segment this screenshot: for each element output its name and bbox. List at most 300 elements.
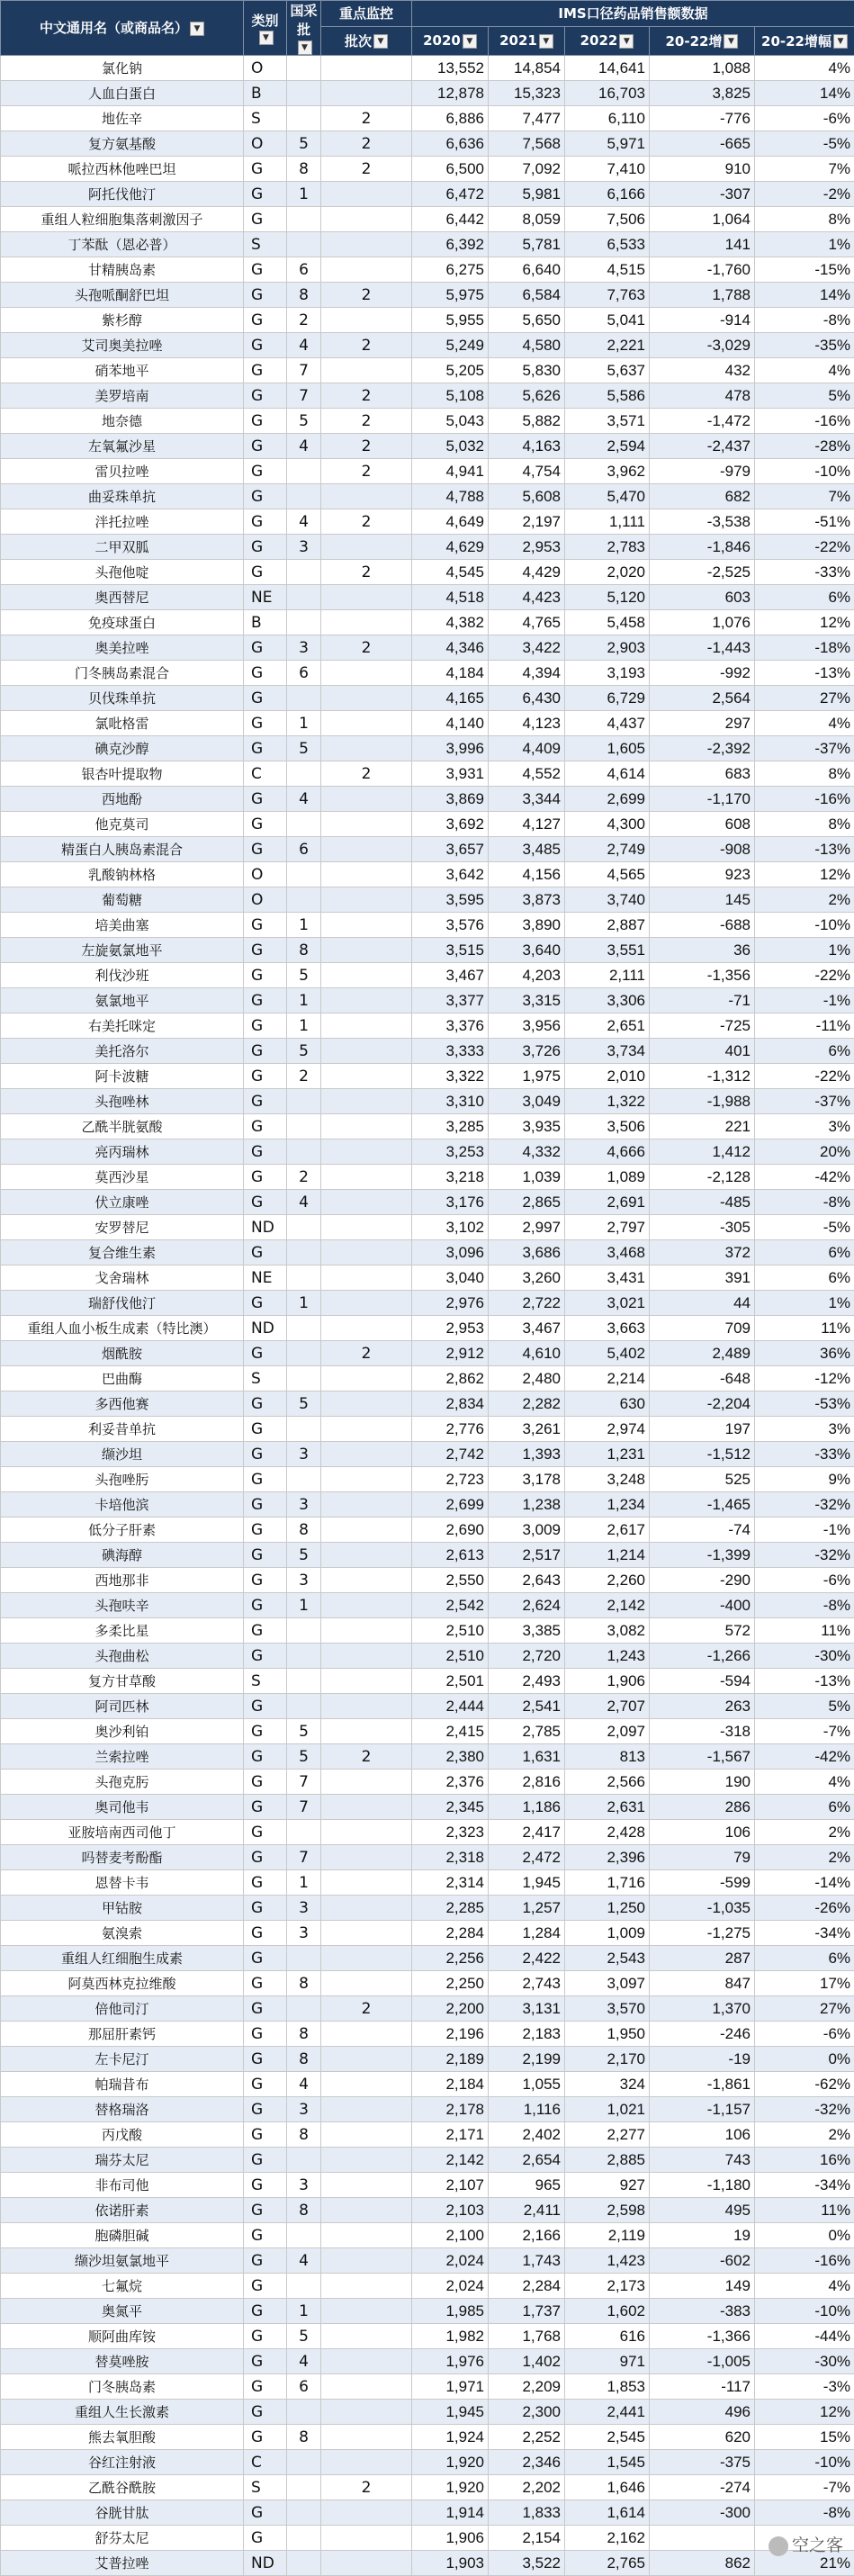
drug-name-cell[interactable]: 碘海醇 [1,1543,244,1568]
sales-2022-cell[interactable]: 4,437 [565,711,650,736]
monitor-batch-cell[interactable] [321,2526,412,2551]
increase-pct-cell[interactable]: 14% [755,81,854,106]
drug-name-cell[interactable]: 头孢他啶 [1,560,244,585]
increase-pct-cell[interactable]: -1% [755,988,854,1013]
drug-name-cell[interactable]: 非布司他 [1,2173,244,2198]
increase-cell[interactable]: -1,988 [650,1089,755,1114]
sales-2022-cell[interactable]: 971 [565,2349,650,2374]
increase-pct-cell[interactable]: -32% [755,1492,854,1518]
increase-cell[interactable]: 401 [650,1039,755,1064]
sales-2022-cell[interactable]: 3,551 [565,938,650,963]
vbp-batch-cell[interactable]: 2 [287,1064,321,1089]
vbp-batch-cell[interactable]: 8 [287,938,321,963]
vbp-batch-cell[interactable]: 8 [287,283,321,308]
class-cell[interactable]: G [244,1442,287,1467]
vbp-batch-cell[interactable] [287,484,321,509]
class-cell[interactable]: G [244,2198,287,2223]
vbp-batch-cell[interactable]: 3 [287,1442,321,1467]
vbp-batch-cell[interactable]: 3 [287,635,321,661]
increase-cell[interactable]: -648 [650,1366,755,1392]
increase-pct-cell[interactable]: 6% [755,1795,854,1820]
drug-name-cell[interactable]: 吗替麦考酚酯 [1,1845,244,1870]
drug-name-cell[interactable]: 银杏叶提取物 [1,761,244,787]
increase-pct-cell[interactable]: -32% [755,2097,854,2122]
increase-cell[interactable]: 19 [650,2223,755,2248]
sales-2021-cell[interactable]: 3,467 [489,1316,565,1341]
drug-name-cell[interactable]: 甘精胰岛素 [1,257,244,283]
sales-2021-cell[interactable]: 4,580 [489,333,565,358]
class-cell[interactable]: G [244,2223,287,2248]
increase-pct-cell[interactable]: 3% [755,1114,854,1139]
sales-2021-cell[interactable]: 3,935 [489,1114,565,1139]
sales-2020-cell[interactable]: 3,377 [412,988,489,1013]
sales-2022-cell[interactable]: 4,300 [565,812,650,837]
sales-2020-cell[interactable]: 2,510 [412,1618,489,1644]
sales-2021-cell[interactable]: 2,743 [489,1971,565,1996]
increase-pct-cell[interactable]: -16% [755,787,854,812]
sales-2021-cell[interactable]: 6,640 [489,257,565,283]
vbp-batch-cell[interactable] [287,1946,321,1971]
increase-cell[interactable]: -776 [650,106,755,131]
sales-2022-cell[interactable]: 2,173 [565,2274,650,2299]
monitor-batch-cell[interactable] [321,1694,412,1719]
sales-2021-cell[interactable]: 2,953 [489,535,565,560]
sales-2021-cell[interactable]: 4,156 [489,862,565,887]
monitor-batch-cell[interactable]: 2 [321,761,412,787]
sales-2020-cell[interactable]: 2,613 [412,1543,489,1568]
increase-pct-cell[interactable]: -10% [755,2299,854,2324]
class-cell[interactable]: G [244,635,287,661]
monitor-batch-cell[interactable] [321,1770,412,1795]
sales-2022-cell[interactable]: 1,646 [565,2475,650,2500]
class-cell[interactable]: G [244,938,287,963]
vbp-batch-cell[interactable]: 8 [287,157,321,182]
sales-2021-cell[interactable]: 2,209 [489,2374,565,2400]
sales-2020-cell[interactable]: 2,171 [412,2122,489,2148]
vbp-batch-cell[interactable] [287,1114,321,1139]
vbp-batch-cell[interactable] [287,1316,321,1341]
sales-2022-cell[interactable]: 2,111 [565,963,650,988]
vbp-batch-cell[interactable] [287,610,321,635]
sales-2020-cell[interactable]: 2,550 [412,1568,489,1593]
vbp-batch-cell[interactable]: 4 [287,333,321,358]
vbp-batch-cell[interactable]: 3 [287,1492,321,1518]
monitor-batch-cell[interactable] [321,2349,412,2374]
vbp-batch-cell[interactable]: 3 [287,1921,321,1946]
class-cell[interactable]: G [244,257,287,283]
increase-pct-cell[interactable]: 2% [755,2122,854,2148]
drug-name-cell[interactable]: 人血白蛋白 [1,81,244,106]
class-cell[interactable]: G [244,2047,287,2072]
sales-2022-cell[interactable]: 1,545 [565,2450,650,2475]
sales-2020-cell[interactable]: 6,472 [412,182,489,207]
vbp-batch-cell[interactable] [287,585,321,610]
vbp-batch-cell[interactable]: 7 [287,1845,321,1870]
sales-2020-cell[interactable]: 4,629 [412,535,489,560]
monitor-batch-cell[interactable]: 2 [321,1744,412,1770]
sales-2022-cell[interactable]: 2,699 [565,787,650,812]
sales-2022-cell[interactable]: 2,162 [565,2526,650,2551]
increase-cell[interactable]: -485 [650,1190,755,1215]
sales-2022-cell[interactable]: 1,089 [565,1165,650,1190]
sales-2021-cell[interactable]: 1,975 [489,1064,565,1089]
increase-cell[interactable]: 145 [650,887,755,913]
sales-2020-cell[interactable]: 1,903 [412,2551,489,2576]
sales-2020-cell[interactable]: 4,649 [412,509,489,535]
class-cell[interactable]: G [244,1921,287,1946]
sales-2021-cell[interactable]: 1,257 [489,1896,565,1921]
sales-2022-cell[interactable]: 3,306 [565,988,650,1013]
sales-2021-cell[interactable]: 3,178 [489,1467,565,1492]
sales-2021-cell[interactable]: 2,166 [489,2223,565,2248]
sales-2021-cell[interactable]: 1,768 [489,2324,565,2349]
class-cell[interactable]: G [244,1417,287,1442]
sales-2022-cell[interactable]: 2,783 [565,535,650,560]
increase-cell[interactable]: 620 [650,2425,755,2450]
increase-pct-cell[interactable]: -28% [755,434,854,459]
increase-cell[interactable]: 683 [650,761,755,787]
drug-name-cell[interactable]: 泮托拉唑 [1,509,244,535]
monitor-batch-cell[interactable] [321,1845,412,1870]
sales-2022-cell[interactable]: 16,703 [565,81,650,106]
increase-cell[interactable]: -1,312 [650,1064,755,1089]
class-cell[interactable]: G [244,1341,287,1366]
increase-pct-cell[interactable]: -13% [755,1669,854,1694]
increase-pct-cell[interactable]: -8% [755,1593,854,1618]
sales-2020-cell[interactable]: 4,941 [412,459,489,484]
vbp-batch-cell[interactable] [287,1139,321,1165]
sales-2022-cell[interactable]: 2,594 [565,434,650,459]
monitor-batch-cell[interactable] [321,1039,412,1064]
sales-2021-cell[interactable]: 2,417 [489,1820,565,1845]
sales-2022-cell[interactable]: 2,020 [565,560,650,585]
sales-2020-cell[interactable]: 4,518 [412,585,489,610]
monitor-batch-cell[interactable] [321,1820,412,1845]
sales-2022-cell[interactable]: 4,565 [565,862,650,887]
increase-cell[interactable]: 44 [650,1291,755,1316]
class-cell[interactable]: G [244,459,287,484]
sales-2022-cell[interactable]: 2,707 [565,1694,650,1719]
sales-2022-cell[interactable]: 6,533 [565,232,650,257]
drug-name-cell[interactable]: 右美托咪定 [1,1013,244,1039]
sales-2020-cell[interactable]: 2,142 [412,2148,489,2173]
increase-pct-cell[interactable]: -11% [755,1013,854,1039]
sales-2020-cell[interactable]: 2,542 [412,1593,489,1618]
class-cell[interactable]: G [244,1644,287,1669]
increase-cell[interactable]: -3,029 [650,333,755,358]
increase-cell[interactable]: 3,825 [650,81,755,106]
vbp-batch-cell[interactable]: 5 [287,1719,321,1744]
class-cell[interactable]: G [244,1165,287,1190]
sales-2022-cell[interactable]: 1,906 [565,1669,650,1694]
monitor-batch-cell[interactable] [321,661,412,686]
sales-2020-cell[interactable]: 3,096 [412,1240,489,1265]
class-cell[interactable]: G [244,333,287,358]
increase-header[interactable] [650,26,755,55]
vbp-batch-cell[interactable] [287,2450,321,2475]
monitor-batch-cell[interactable]: 2 [321,434,412,459]
monitor-batch-cell[interactable] [321,686,412,711]
vbp-batch-cell[interactable] [287,1644,321,1669]
sales-2022-cell[interactable]: 6,166 [565,182,650,207]
sales-2020-cell[interactable]: 6,886 [412,106,489,131]
sales-2022-cell[interactable]: 5,637 [565,358,650,383]
drug-name-cell[interactable]: 复方氨基酸 [1,131,244,157]
sales-2021-cell[interactable]: 2,202 [489,2475,565,2500]
increase-pct-cell[interactable]: 8% [755,812,854,837]
sales-2020-cell[interactable]: 3,322 [412,1064,489,1089]
sales-2022-cell[interactable]: 2,260 [565,1568,650,1593]
drug-name-cell[interactable]: 帕瑞昔布 [1,2072,244,2097]
sales-2020-cell[interactable]: 3,931 [412,761,489,787]
monitor-batch-cell[interactable] [321,812,412,837]
drug-name-cell[interactable]: 氨氯地平 [1,988,244,1013]
drug-name-cell[interactable]: 奥美拉唑 [1,635,244,661]
class-cell[interactable]: C [244,761,287,787]
class-cell[interactable]: G [244,913,287,938]
increase-cell[interactable]: -1,472 [650,409,755,434]
increase-cell[interactable]: 910 [650,157,755,182]
sales-2021-cell[interactable]: 5,608 [489,484,565,509]
sales-2020-cell[interactable]: 2,284 [412,1921,489,1946]
increase-cell[interactable]: -383 [650,2299,755,2324]
sales-2020-cell[interactable]: 12,878 [412,81,489,106]
sales-2021-cell[interactable]: 3,485 [489,837,565,862]
increase-pct-cell[interactable]: -12% [755,1366,854,1392]
class-cell[interactable]: G [244,484,287,509]
increase-pct-cell[interactable]: -14% [755,1870,854,1896]
sales-2021-cell[interactable]: 1,284 [489,1921,565,1946]
sales-2021-cell[interactable]: 4,123 [489,711,565,736]
sales-2020-cell[interactable]: 2,200 [412,1996,489,2022]
drug-name-cell[interactable]: 门冬胰岛素 [1,2374,244,2400]
sales-2020-cell[interactable]: 2,976 [412,1291,489,1316]
increase-pct-cell[interactable]: 6% [755,585,854,610]
increase-cell[interactable]: -1,567 [650,1744,755,1770]
sales-2022-cell[interactable]: 1,250 [565,1896,650,1921]
monitor-batch-cell[interactable] [321,2299,412,2324]
increase-cell[interactable]: 79 [650,1845,755,1870]
class-cell[interactable]: G [244,358,287,383]
class-cell[interactable]: G [244,1492,287,1518]
drug-name-cell[interactable]: 乙酰谷酰胺 [1,2475,244,2500]
sales-2021-cell[interactable]: 3,261 [489,1417,565,1442]
drug-name-cell[interactable]: 莫西沙星 [1,1165,244,1190]
increase-pct-cell[interactable]: -30% [755,2349,854,2374]
sales-2022-cell[interactable]: 2,749 [565,837,650,862]
increase-pct-cell[interactable]: 15% [755,2425,854,2450]
vbp-batch-cell[interactable] [287,1417,321,1442]
sales-2021-cell[interactable]: 4,163 [489,434,565,459]
monitor-batch-cell[interactable] [321,938,412,963]
vbp-batch-cell[interactable] [287,81,321,106]
class-cell[interactable]: O [244,887,287,913]
sales-2020-cell[interactable]: 2,444 [412,1694,489,1719]
sales-2022-cell[interactable]: 1,322 [565,1089,650,1114]
drug-name-cell[interactable]: 艾普拉唑 [1,2551,244,2576]
sales-2022-cell[interactable]: 3,248 [565,1467,650,1492]
increase-pct-cell[interactable]: 4% [755,711,854,736]
increase-pct-cell[interactable]: 27% [755,1996,854,2022]
vbp-batch-cell[interactable] [287,207,321,232]
increase-pct-cell[interactable]: -22% [755,963,854,988]
monitor-batch-cell[interactable]: 2 [321,635,412,661]
increase-cell[interactable]: -1,443 [650,635,755,661]
drug-name-cell[interactable]: 碘克沙醇 [1,736,244,761]
class-cell[interactable]: B [244,81,287,106]
sales-2021-cell[interactable]: 4,394 [489,661,565,686]
increase-pct-cell[interactable]: -26% [755,1896,854,1921]
drug-name-cell[interactable]: 复合维生素 [1,1240,244,1265]
increase-cell[interactable]: -246 [650,2022,755,2047]
drug-name-cell[interactable]: 乳酸钠林格 [1,862,244,887]
filter-dropdown-icon[interactable]: ▼ [463,34,477,49]
sales-2022-cell[interactable]: 3,570 [565,1996,650,2022]
sales-2022-cell[interactable]: 3,962 [565,459,650,484]
increase-cell[interactable]: -594 [650,1669,755,1694]
monitor-column-header[interactable] [321,26,412,55]
monitor-batch-cell[interactable] [321,257,412,283]
increase-pct-cell[interactable]: -13% [755,661,854,686]
sales-2021-cell[interactable]: 1,402 [489,2349,565,2374]
class-cell[interactable]: G [244,207,287,232]
sales-2020-cell[interactable]: 2,103 [412,2198,489,2223]
class-cell[interactable]: G [244,2400,287,2425]
sales-2022-cell[interactable]: 1,602 [565,2299,650,2324]
vbp-batch-cell[interactable] [287,1265,321,1291]
sales-2020-cell[interactable]: 2,415 [412,1719,489,1744]
sales-2020-cell[interactable]: 3,692 [412,812,489,837]
increase-cell[interactable]: 36 [650,938,755,963]
sales-2022-cell[interactable]: 1,605 [565,736,650,761]
class-cell[interactable]: G [244,283,287,308]
sales-2022-cell[interactable]: 5,402 [565,1341,650,1366]
sales-2022-cell[interactable]: 3,506 [565,1114,650,1139]
increase-pct-cell[interactable]: 12% [755,862,854,887]
sales-2020-cell[interactable]: 2,100 [412,2223,489,2248]
increase-pct-cell[interactable]: -42% [755,1744,854,1770]
vbp-batch-cell[interactable] [287,2475,321,2500]
increase-pct-cell[interactable]: -6% [755,1568,854,1593]
vbp-batch-cell[interactable]: 1 [287,1870,321,1896]
increase-cell[interactable]: 496 [650,2400,755,2425]
sales-2021-cell[interactable]: 5,781 [489,232,565,257]
sales-2020-cell[interactable]: 1,945 [412,2400,489,2425]
sales-2022-cell[interactable]: 6,110 [565,106,650,131]
increase-pct-cell[interactable]: 14% [755,283,854,308]
increase-cell[interactable]: 197 [650,1417,755,1442]
sales-2021-cell[interactable]: 4,429 [489,560,565,585]
class-column-header[interactable] [244,1,287,56]
sales-2021-cell[interactable]: 3,260 [489,1265,565,1291]
sales-2022-cell[interactable]: 2,545 [565,2425,650,2450]
sales-2022-cell[interactable]: 5,041 [565,308,650,333]
increase-pct-cell[interactable]: -42% [755,1165,854,1190]
monitor-batch-cell[interactable] [321,182,412,207]
increase-pct-cell[interactable]: 2% [755,1845,854,1870]
vbp-batch-cell[interactable]: 7 [287,383,321,409]
drug-name-cell[interactable]: 地佐辛 [1,106,244,131]
sales-2020-cell[interactable]: 2,024 [412,2274,489,2299]
vbp-batch-cell[interactable]: 8 [287,2022,321,2047]
increase-pct-cell[interactable]: -34% [755,2173,854,2198]
increase-cell[interactable]: -300 [650,2500,755,2526]
vbp-batch-cell[interactable] [287,1669,321,1694]
vbp-batch-cell[interactable] [287,812,321,837]
increase-cell[interactable]: -1,465 [650,1492,755,1518]
increase-cell[interactable]: 106 [650,1820,755,1845]
sales-2022-cell[interactable]: 813 [565,1744,650,1770]
sales-2020-cell[interactable]: 3,310 [412,1089,489,1114]
increase-cell[interactable]: 432 [650,358,755,383]
increase-cell[interactable]: -1,180 [650,2173,755,2198]
monitor-batch-cell[interactable] [321,913,412,938]
monitor-batch-cell[interactable] [321,1568,412,1593]
vbp-batch-cell[interactable] [287,2148,321,2173]
sales-2022-cell[interactable]: 2,903 [565,635,650,661]
drug-name-cell[interactable]: 地奈德 [1,409,244,434]
sales-2020-cell[interactable]: 2,178 [412,2097,489,2122]
increase-pct-cell[interactable]: -8% [755,2500,854,2526]
monitor-batch-cell[interactable] [321,1417,412,1442]
sales-2021-cell[interactable]: 2,517 [489,1543,565,1568]
sales-2020-cell[interactable]: 5,955 [412,308,489,333]
sales-2022-cell[interactable]: 3,431 [565,1265,650,1291]
vbp-batch-cell[interactable] [287,2400,321,2425]
increase-cell[interactable]: -375 [650,2450,755,2475]
vbp-batch-cell[interactable] [287,862,321,887]
increase-pct-cell[interactable]: 3% [755,1417,854,1442]
sales-2020-cell[interactable]: 1,985 [412,2299,489,2324]
increase-pct-cell[interactable]: -1% [755,1518,854,1543]
increase-cell[interactable]: 286 [650,1795,755,1820]
class-cell[interactable]: G [244,2148,287,2173]
drug-name-cell[interactable]: 阿司匹林 [1,1694,244,1719]
class-cell[interactable]: G [244,1694,287,1719]
monitor-batch-cell[interactable] [321,1644,412,1669]
class-cell[interactable]: G [244,2425,287,2450]
sales-2021-cell[interactable]: 1,945 [489,1870,565,1896]
increase-pct-header[interactable] [755,26,854,55]
increase-pct-cell[interactable]: -33% [755,1442,854,1467]
increase-cell[interactable]: -1,275 [650,1921,755,1946]
sales-2020-cell[interactable]: 3,333 [412,1039,489,1064]
increase-cell[interactable]: 297 [650,711,755,736]
vbp-batch-cell[interactable]: 1 [287,1593,321,1618]
vbp-batch-cell[interactable] [287,2526,321,2551]
class-cell[interactable]: NE [244,585,287,610]
increase-cell[interactable]: -599 [650,1870,755,1896]
filter-dropdown-icon[interactable]: ▼ [259,31,274,45]
sales-2020-cell[interactable]: 5,108 [412,383,489,409]
increase-pct-cell[interactable]: 11% [755,1618,854,1644]
sales-2021-cell[interactable]: 1,743 [489,2248,565,2274]
increase-cell[interactable]: -19 [650,2047,755,2072]
increase-pct-cell[interactable]: -7% [755,2475,854,2500]
increase-cell[interactable]: 287 [650,1946,755,1971]
monitor-batch-cell[interactable]: 2 [321,409,412,434]
sales-2020-cell[interactable]: 1,920 [412,2475,489,2500]
monitor-batch-cell[interactable] [321,1870,412,1896]
increase-cell[interactable]: 525 [650,1467,755,1492]
increase-pct-cell[interactable]: 8% [755,207,854,232]
vbp-batch-cell[interactable]: 6 [287,2374,321,2400]
sales-2020-cell[interactable]: 2,912 [412,1341,489,1366]
sales-2022-cell[interactable]: 4,515 [565,257,650,283]
increase-cell[interactable]: 1,370 [650,1996,755,2022]
vbp-batch-cell[interactable]: 1 [287,1013,321,1039]
sales-2021-cell[interactable]: 2,300 [489,2400,565,2425]
